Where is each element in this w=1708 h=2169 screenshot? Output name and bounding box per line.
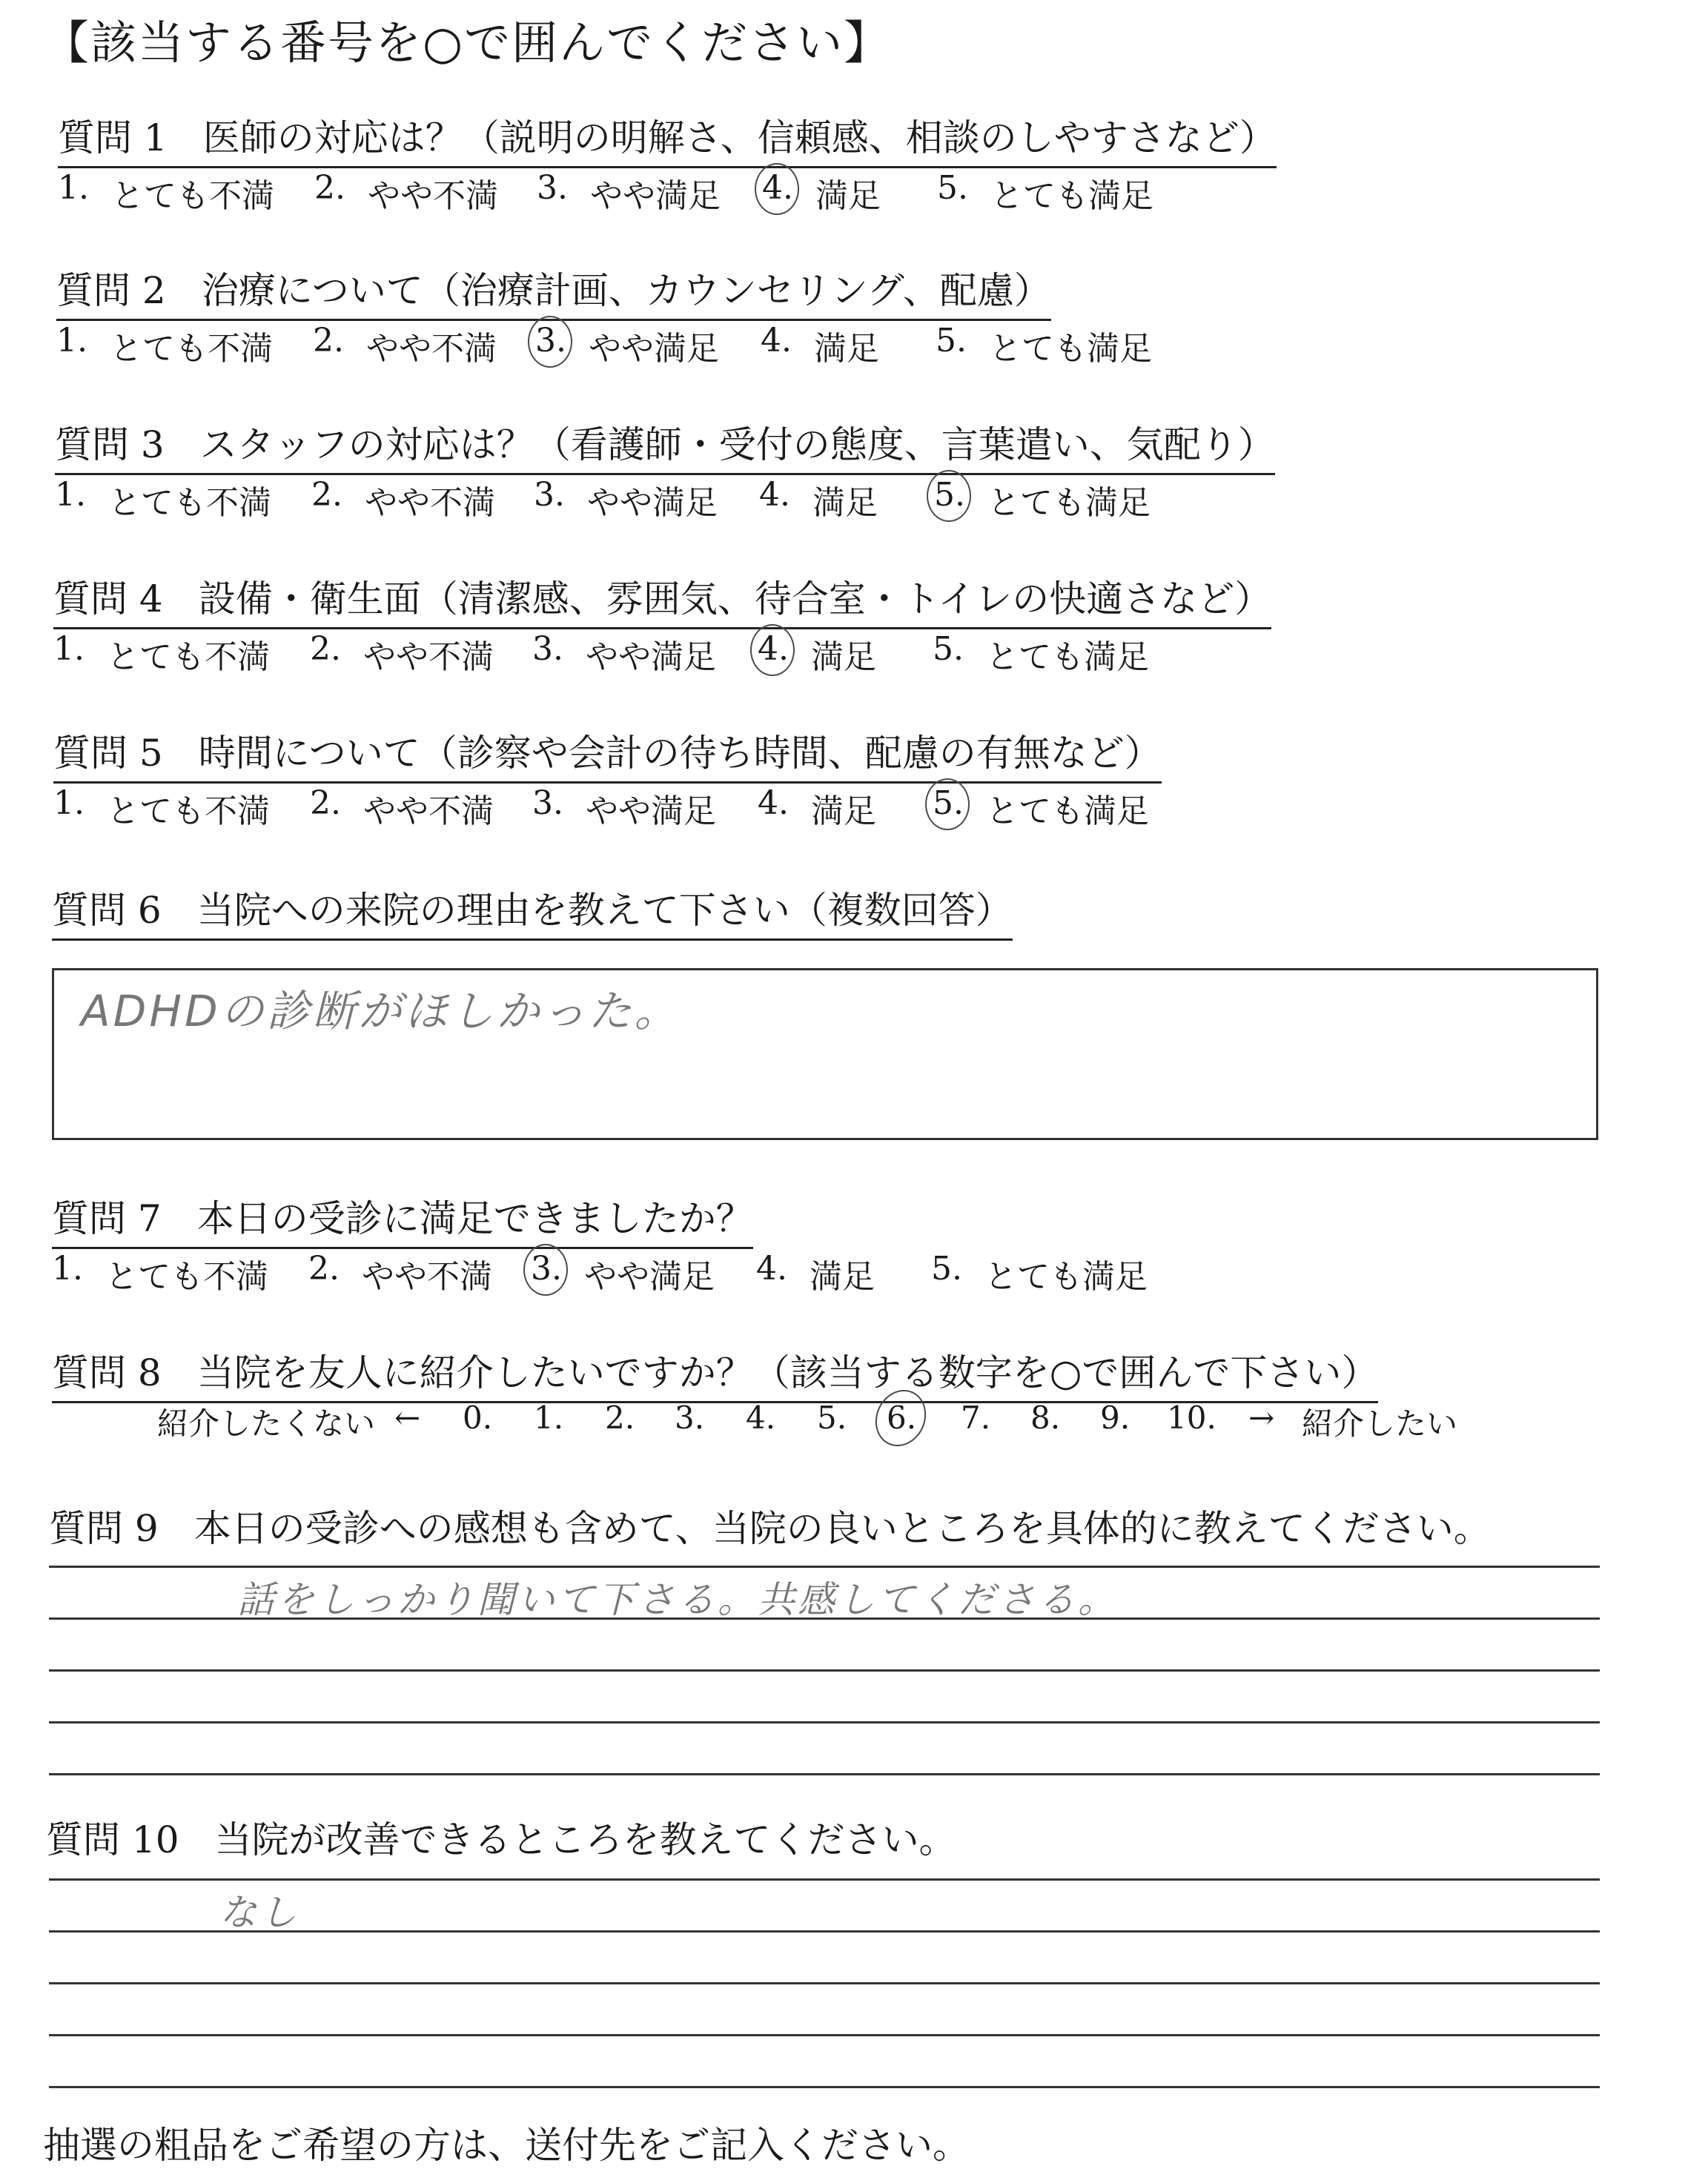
q1-option-number-1[interactable]: 1. [58, 169, 89, 207]
q5-number: 質問 5 [53, 732, 163, 775]
q9-answer-line-3 [49, 1669, 1600, 1672]
q4-option-number-3[interactable]: 3. [532, 630, 563, 668]
q5-option-number-3[interactable]: 3. [532, 784, 563, 822]
q3-option-number-5[interactable]: 5. [934, 476, 965, 514]
q10-answer-line-1 [49, 1878, 1600, 1881]
q10-answer-line-4 [49, 2034, 1600, 2036]
q7-number: 質問 7 [52, 1197, 162, 1240]
q3-title [55, 415, 1275, 475]
q9-text: 本日の受診への感想も含めて、当院の良いところを具体的に教えてください。 [193, 1507, 1491, 1550]
q5-option-number-5[interactable]: 5. [933, 784, 964, 822]
q2-option-label-1[interactable]: とても不満 [110, 330, 273, 368]
q3-option-number-3[interactable]: 3. [534, 476, 565, 514]
q4-option-number-5[interactable]: 5. [933, 630, 964, 668]
q7-option-number-3[interactable]: 3. [531, 1250, 562, 1288]
q5-option-label-1[interactable]: とても不満 [107, 792, 270, 830]
q1-text: 医師の対応は？（説明の明解さ、信頼感、相談のしやすさなど） [202, 116, 1277, 159]
q8-text: 当院を友人に紹介したいですか？（該当する数字を○で囲んで下さい） [196, 1351, 1379, 1394]
q5-option-number-2[interactable]: 2. [310, 784, 341, 822]
q3-selected-circle [927, 470, 971, 522]
q8-scale-4[interactable]: 4. [746, 1400, 776, 1436]
q2-text: 治療について（治療計画、カウンセリング、配慮） [201, 269, 1051, 312]
q2-title [56, 261, 1051, 321]
q8-right-arrow: → [1248, 1400, 1275, 1436]
q7-option-label-5[interactable]: とても満足 [984, 1258, 1148, 1296]
q8-scale-3[interactable]: 3. [675, 1400, 705, 1436]
q7-title [52, 1189, 753, 1249]
q4-option-label-3[interactable]: やや満足 [586, 638, 716, 676]
q3-option-number-4[interactable]: 4. [759, 476, 790, 514]
q2-option-number-1[interactable]: 1. [56, 322, 87, 360]
q5-option-label-2[interactable]: やや不満 [363, 792, 494, 830]
q8-scale-8[interactable]: 8. [1030, 1400, 1061, 1436]
q3-text: スタッフの対応は？（看護師・受付の態度、言葉遣い、気配り） [199, 423, 1275, 466]
q1-option-number-5[interactable]: 5. [937, 169, 968, 207]
q8-scale-7[interactable]: 7. [961, 1400, 991, 1436]
q2-option-label-2[interactable]: やや不満 [366, 330, 497, 368]
q1-option-number-4[interactable]: 4. [762, 169, 793, 207]
q6-title [52, 881, 1013, 941]
q3-option-label-3[interactable]: やや満足 [587, 484, 718, 522]
q9-title [49, 1499, 1491, 1557]
q3-option-number-2[interactable]: 2. [311, 476, 342, 514]
q4-option-number-2[interactable]: 2. [310, 630, 341, 668]
q7-option-label-4[interactable]: 満足 [810, 1258, 875, 1296]
q9-answer: 話をしっかり聞いて下さる。共感してくださる。 [237, 1578, 1118, 1621]
q4-title [53, 569, 1271, 629]
q8-scale-10[interactable]: 10. [1167, 1400, 1217, 1436]
q4-option-number-1[interactable]: 1. [53, 630, 85, 668]
q7-option-label-3[interactable]: やや満足 [584, 1258, 715, 1296]
q2-option-number-3[interactable]: 3. [535, 322, 566, 360]
q7-option-label-1[interactable]: とても不満 [105, 1258, 268, 1296]
q4-text: 設備・衛生面（清潔感、雰囲気、待合室・トイレの快適さなど） [198, 577, 1272, 620]
q10-title [46, 1810, 956, 1868]
q4-option-number-4[interactable]: 4. [758, 630, 789, 668]
q9-answer-line-1 [49, 1566, 1600, 1568]
q2-option-label-5[interactable]: とても満足 [989, 330, 1152, 368]
q2-option-label-4[interactable]: 満足 [814, 330, 879, 368]
q2-option-number-5[interactable]: 5. [936, 322, 967, 360]
q10-text: 当院が改善できるところを教えてください。 [214, 1818, 956, 1861]
q1-option-number-3[interactable]: 3. [537, 169, 568, 207]
q3-option-label-2[interactable]: やや不満 [365, 484, 495, 522]
q5-title [53, 723, 1162, 784]
q9-answer-line-4 [49, 1721, 1600, 1723]
q6-text: 当院への来院の理由を教えて下さい（複数回答） [196, 889, 1013, 932]
q3-option-label-4[interactable]: 満足 [812, 484, 878, 522]
q9-answer-line-5 [49, 1773, 1600, 1775]
q4-number: 質問 4 [53, 577, 163, 620]
q8-left-arrow: ← [394, 1400, 421, 1436]
q5-selected-circle [925, 778, 970, 830]
q3-option-label-1[interactable]: とても不満 [108, 484, 271, 522]
q10-answer: なし [219, 1891, 299, 1934]
q5-option-label-3[interactable]: やや満足 [586, 792, 716, 830]
q9-number: 質問 9 [49, 1507, 159, 1550]
form-header: 【該当する番号を○で囲んでください】 [43, 16, 892, 70]
q1-option-label-3[interactable]: やや満足 [590, 177, 721, 215]
q4-option-label-1[interactable]: とても不満 [107, 638, 270, 676]
q1-option-label-5[interactable]: とても満足 [990, 177, 1153, 215]
q4-option-label-5[interactable]: とても満足 [986, 638, 1149, 676]
q8-number: 質問 8 [52, 1351, 162, 1394]
q8-scale-2[interactable]: 2. [605, 1400, 635, 1436]
q1-option-number-2[interactable]: 2. [314, 169, 345, 207]
q4-option-label-4[interactable]: 満足 [811, 638, 876, 676]
q5-option-number-1[interactable]: 1. [53, 784, 85, 822]
q3-option-number-1[interactable]: 1. [55, 476, 86, 514]
q8-scale-9[interactable]: 9. [1100, 1400, 1131, 1436]
q6-answer-box[interactable] [52, 968, 1598, 1140]
q7-text: 本日の受診に満足できましたか？ [196, 1197, 753, 1240]
q8-scale-5[interactable]: 5. [817, 1400, 847, 1436]
q3-option-label-5[interactable]: とても満足 [987, 484, 1151, 522]
q7-option-label-2[interactable]: やや不満 [362, 1258, 492, 1296]
q1-option-label-2[interactable]: やや不満 [368, 177, 498, 215]
q1-title [58, 108, 1277, 168]
q8-scale-1[interactable]: 1. [534, 1400, 564, 1436]
footer-note: 抽選の粗品をご希望の方は、送付先をご記入ください。 [43, 2124, 970, 2167]
q2-number: 質問 2 [56, 269, 166, 312]
q6-answer: ADHDの診断がほしかった。 [81, 986, 681, 1036]
q4-option-label-2[interactable]: やや不満 [363, 638, 494, 676]
q7-option-number-4[interactable]: 4. [756, 1250, 787, 1288]
q5-option-number-4[interactable]: 4. [758, 784, 789, 822]
q10-answer-line-5 [49, 2086, 1600, 2088]
q8-scale-0[interactable]: 0. [463, 1400, 493, 1436]
q1-option-label-1[interactable]: とても不満 [111, 177, 274, 215]
q8-scale-6[interactable]: 6. [887, 1400, 916, 1436]
q3-number: 質問 3 [55, 423, 165, 466]
q2-option-label-3[interactable]: やや満足 [589, 330, 719, 368]
q10-number: 質問 10 [46, 1818, 179, 1861]
q6-number: 質問 6 [52, 889, 162, 932]
q4-selected-circle [750, 624, 795, 676]
q8-title [52, 1343, 1378, 1403]
q8-left-label: 紹介したくない [157, 1405, 376, 1442]
q1-selected-circle [755, 163, 799, 215]
q7-option-number-5[interactable]: 5. [931, 1250, 962, 1288]
q1-number: 質問 1 [58, 116, 168, 159]
q7-selected-circle [523, 1244, 568, 1296]
q2-option-number-4[interactable]: 4. [761, 322, 792, 360]
q5-text: 時間について（診察や会計の待ち時間、配慮の有無など） [198, 732, 1162, 775]
q5-option-label-5[interactable]: とても満足 [986, 792, 1149, 830]
q2-selected-circle [528, 316, 572, 368]
q1-option-label-4[interactable]: 満足 [815, 177, 881, 215]
q8-right-label: 紹介したい [1302, 1405, 1458, 1442]
q2-option-number-2[interactable]: 2. [313, 322, 344, 360]
q5-option-label-4[interactable]: 満足 [811, 792, 876, 830]
q7-option-number-2[interactable]: 2. [308, 1250, 340, 1288]
q10-answer-line-3 [49, 1982, 1600, 1984]
q7-option-number-1[interactable]: 1. [52, 1250, 83, 1288]
